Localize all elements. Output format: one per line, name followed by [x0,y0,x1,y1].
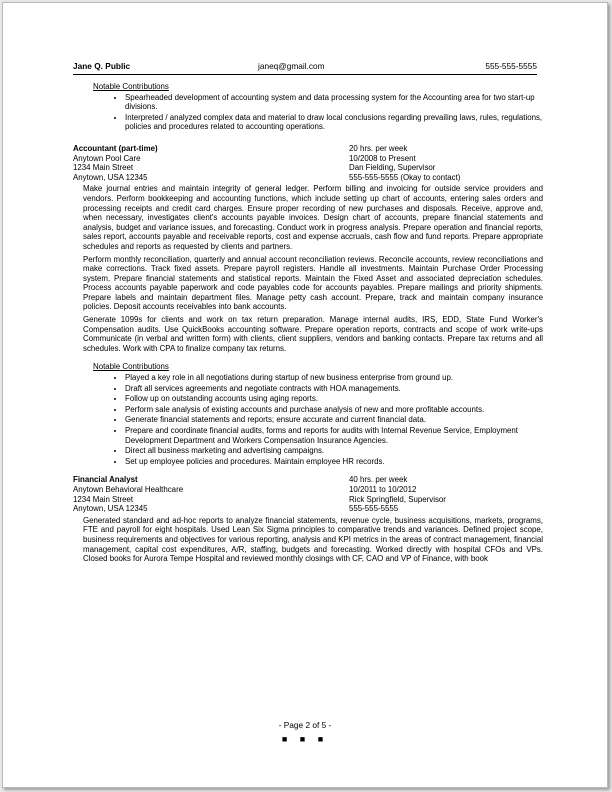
job-employer-block [73,144,349,182]
notable-contributions-heading: Notable Contributions [93,362,169,372]
list-item: • Set up employee policies and procedures. Maintain employee HR records. [125,457,543,467]
resume-content [73,79,543,564]
notable-contributions-heading: Notable Contributions [93,82,169,91]
job-title: Financial Analyst [73,475,138,485]
footer-dots: ■ ■ ■ [281,734,329,744]
notable-contributions-list [109,93,543,132]
job-description-paragraph: Generate 1099s for clients and work on tax return preparation. Manage internal audits, IRS, EDD, State Fund Worker's Compensation audits. Use QuickBooks accounting software. Prepare operation reports, contracts and scope of work write-ups Communicate (in verbal and written form) with clients, client suppliers, vendors and banking contacts. Prepare tax returns and all schedules. Work with CPA to finalize company tax returns. [83,315,543,353]
job-description-paragraph: Generated standard and ad-hoc reports to analyze financial statements, revenue cycle, business acquisitions, markets, programs, FTE and payroll for eight hospitals. Used Lean Six Sigma principles to comparative trends and variances. Defined project scope, business requirements and objectives for various reporting, analysis and KPI metrics in the areas of contract management, financial management, capital cost expenditures, A/R, staffing, budgets and forecasting. Worked directly with hospital CFOs and VPs. Closed books for Aurora Tempe Hospital and reviewed monthly closings with CF, CAO and VP of Finance, with book [83,515,543,564]
job-description-paragraph: Perform monthly reconciliation, quarterly and annual account reconciliation reviews. Reconcile accounts, review reconciliations and make corrections. Track fixed assets. Prepare payroll registers. Handle all investments. Maintain Purchase Order Processing system. Prepare financial statements and statistical reports. Maintain the Fixed Asset and associated depreciation schedules. Process accounts payable paperwork and code payables code for accounts payables. Prepare mailings and priority shipments. Prepare labels and maintain department files. Manage petty cash account. Prepare, track and maintain company insurance policies. Deposit accounts receivables into bank accounts. [83,254,543,312]
header-name: Jane Q. Public [73,61,131,71]
job-city: Anytown, USA 12345 [73,172,148,182]
page-number: - Page 2 of 5 - [278,720,332,730]
job-supervisor: Rick Springfield, Supervisor [349,494,446,504]
job-contact: 555-555-5555 [349,504,399,514]
list-item: • Generate financial statements and reports; ensure accurate and current financial data. [125,415,543,425]
job-company: Anytown Pool Care [73,153,141,163]
header-divider [73,74,537,75]
job-details-block [349,144,460,182]
job-description-paragraph: Make journal entries and maintain integrity of general ledger. Perform billing and invoicing for outside service providers and vendors. Perform bookkeeping and accounting functions, which include setting up chart of accounts, entering sales orders and processing receipts and credit card charges. Ensure proper recording of new purchases and disposals. Receive, approve and, when necessary, investigates client's accounts payable invoices. Design chart of accounts, prepare financial statements and analysis, budget and variance issues, and forecasting. Conduct work in progress analysis. Prepare operation and financial reports, sales report, accounts payable and receivable reports, cost and expense accruals, cash flow and fund reports. Prepare appropriate schedules and reports as requested by clients and partners. [83,184,543,251]
job-street: 1234 Main Street [73,163,134,173]
job-city: Anytown, USA 12345 [73,504,148,514]
list-item: • Spearheaded development of accounting system and data processing system for the Accounting area for two start-up divisions. [125,93,543,112]
list-item: • Follow up on outstanding accounts using aging reports. [125,394,543,404]
job-street: 1234 Main Street [73,494,134,504]
job-title: Accountant (part-time) [73,143,158,153]
job-details-block [349,475,446,513]
list-item: • Played a key role in all negotiations during startup of new business enterprise from ground up. [125,373,543,383]
resume-page [2,2,608,788]
list-item: • Direct all business marketing and advertising campaigns. [125,446,543,456]
job-company: Anytown Behavioral Healthcare [73,484,184,494]
job-supervisor: Dan Fielding, Supervisor [349,163,436,173]
header-phone: 555-555-5555 [485,61,537,71]
header-email[interactable]: janeq@gmail.com [258,61,325,71]
job-hours: 40 hrs. per week [349,475,408,485]
job-accountant [73,144,543,182]
list-item: • Perform sale analysis of existing accounts and purchase analysis of new and more profitable accounts. [125,405,543,415]
job-dates: 10/2011 to 10/2012 [349,484,417,494]
job-contact: 555-555-5555 (Okay to contact) [349,172,461,182]
job-employer-block [73,475,349,513]
job-financial-analyst [73,475,543,513]
list-item: • Draft all services agreements and negotiate contracts with HOA managements. [125,384,543,394]
list-item: • Interpreted / analyzed complex data and material to draw local conclusions regarding prevailing laws, rules, regulations, policies and procedures related to accounting operations. [125,113,543,132]
page-header [73,61,537,73]
job-hours: 20 hrs. per week [349,143,408,153]
list-item: • Prepare and coordinate financial audits, forms and reports for audits with Internal Revenue Service, Employment Development Department and Workers Compensation Insurance Agencies. [125,426,543,445]
job-dates: 10/2008 to Present [349,153,416,163]
notable-contributions-list [109,373,543,466]
